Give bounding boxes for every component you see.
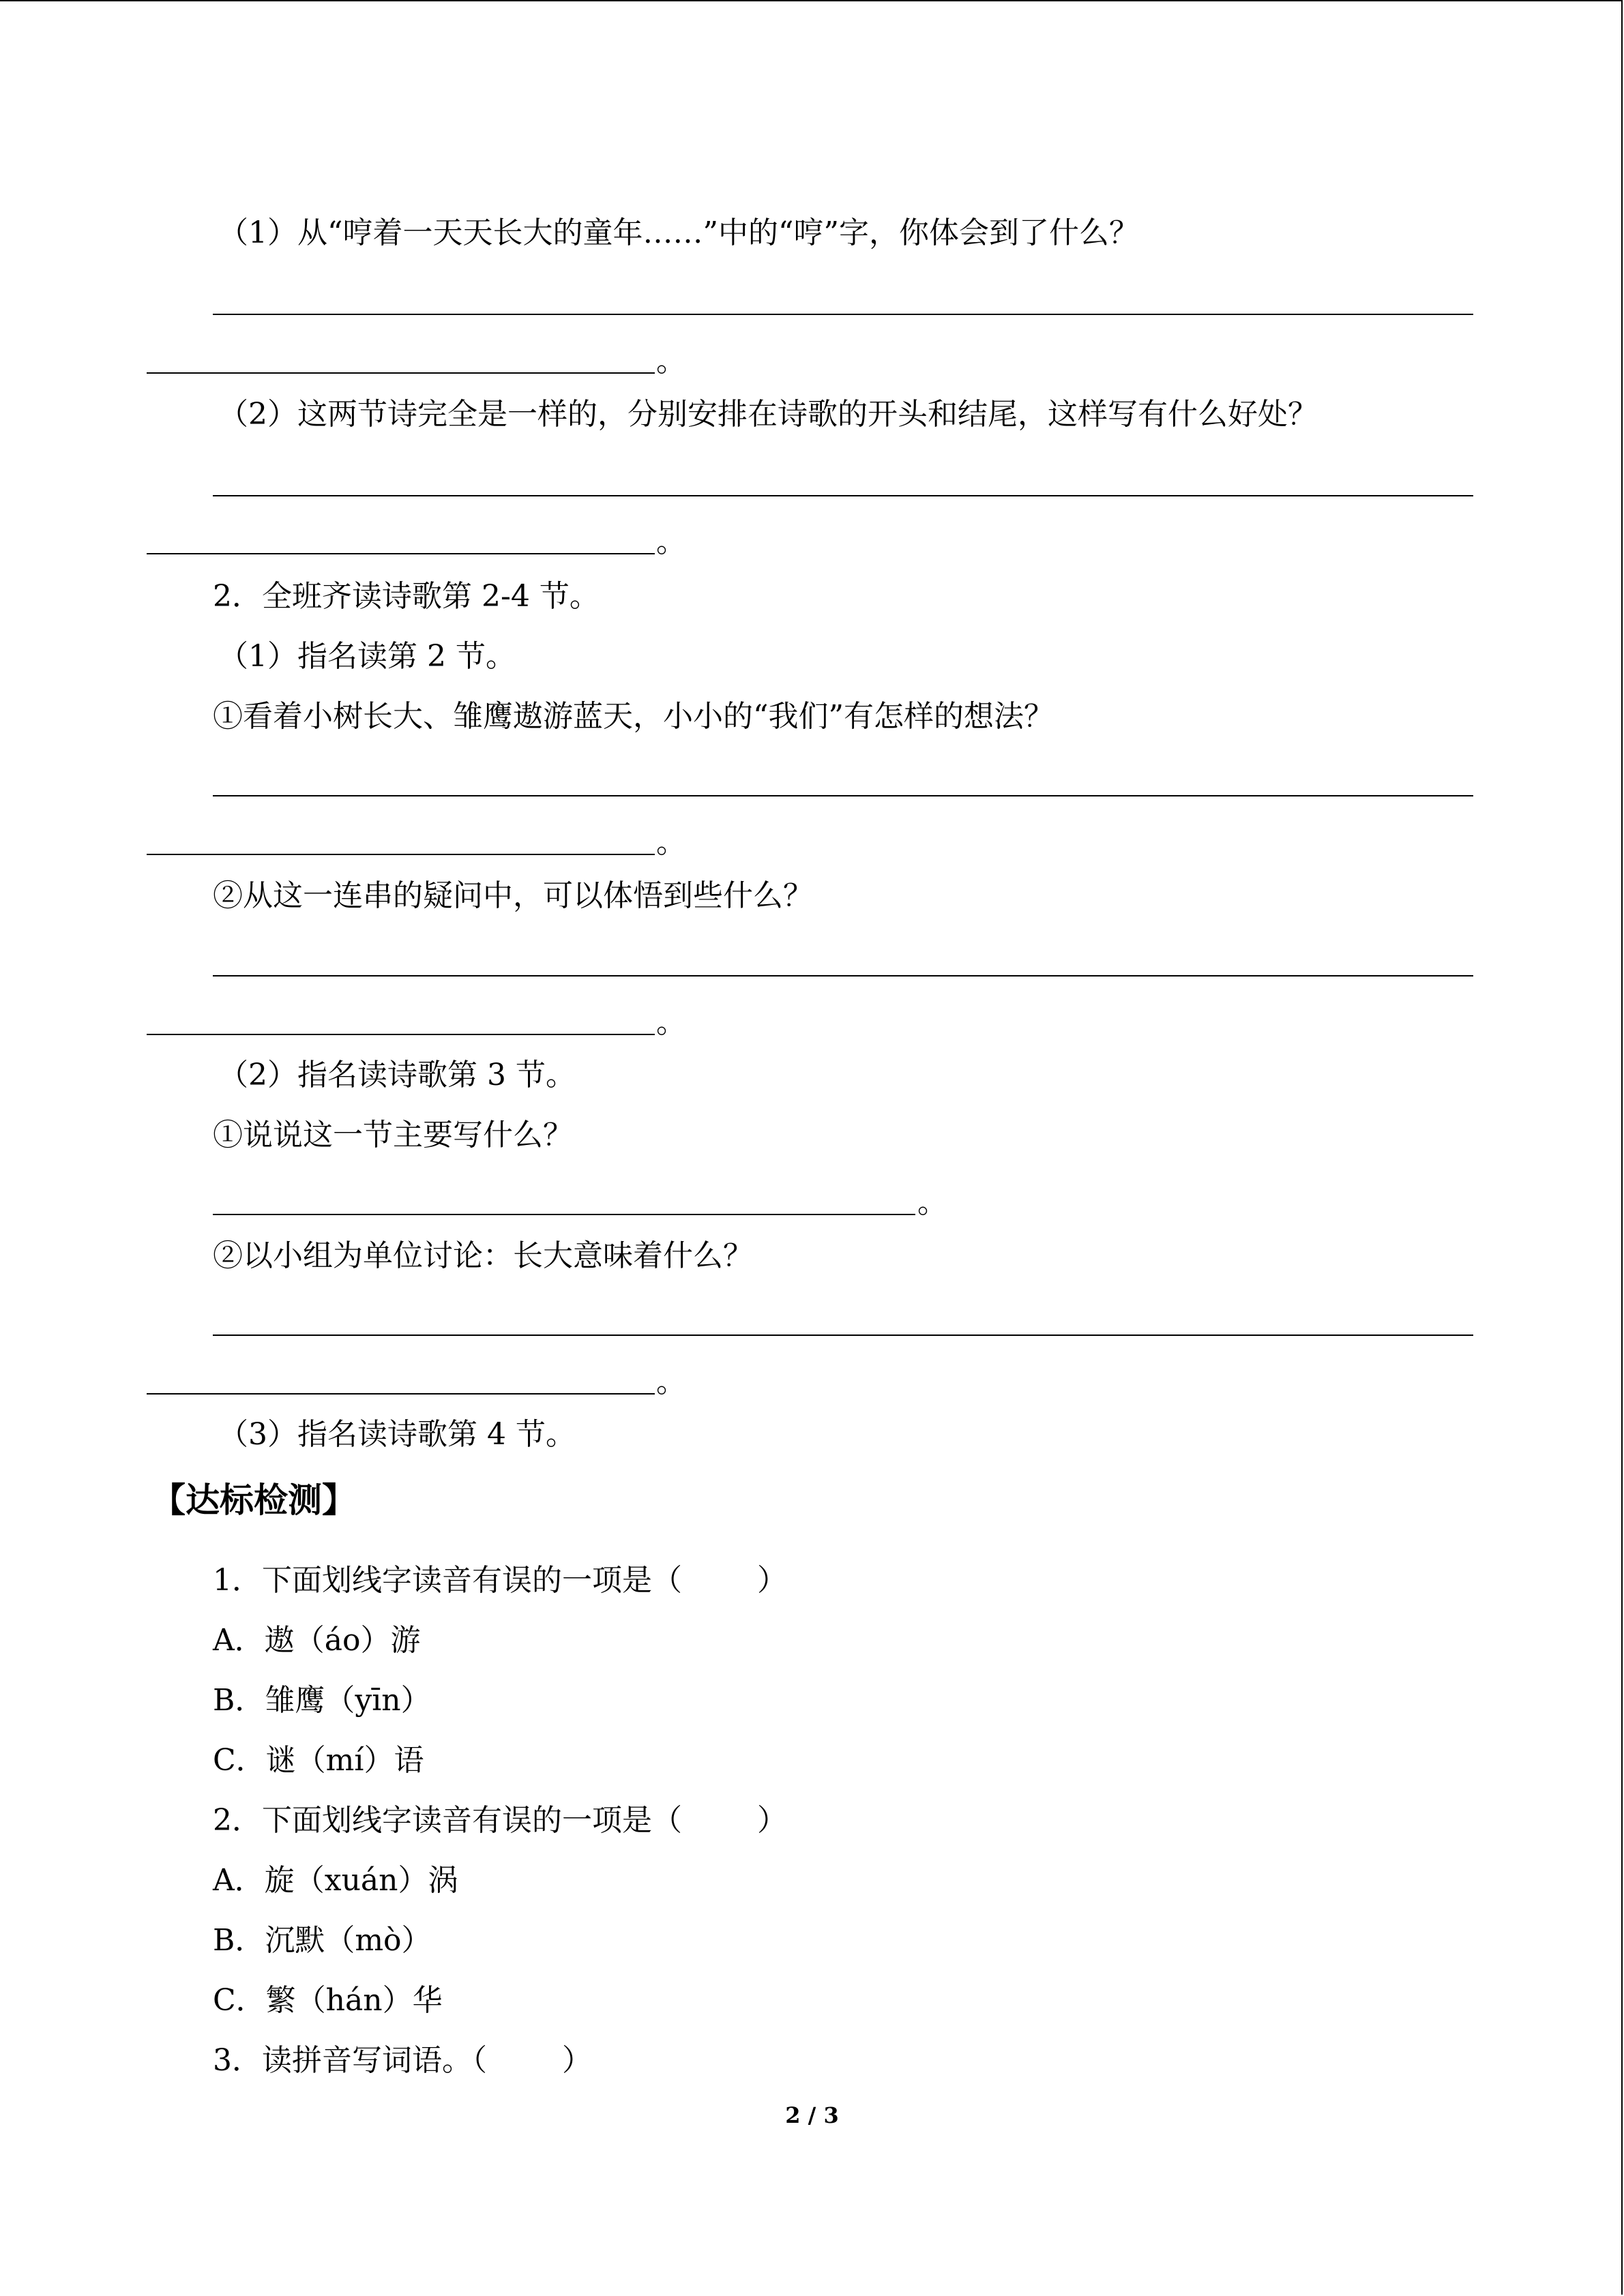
question-2-3: （3）指名读诗歌第 4 节。 [218, 1417, 576, 1452]
test-question-2 [213, 1800, 787, 1841]
test-question-1 [213, 1560, 787, 1601]
question-1-2: （2）这两节诗完全是一样的，分别安排在诗歌的开头和结尾，这样写有什么好处？ [218, 397, 1318, 432]
test-question-3 [213, 2040, 592, 2081]
question-2-1a: ①看着小树长大、雏鹰遨游蓝天，小小的“我们”有怎样的想法？ [213, 699, 1054, 734]
question-2-1b: ②从这一连串的疑问中，可以体悟到些什么？ [213, 878, 813, 913]
period: 。 [656, 1365, 686, 1399]
test-question-2-text: 2．下面划线字读音有误的一项是（ [213, 1803, 682, 1838]
option-c: C．繁（hán）华 [213, 1983, 443, 2018]
close-paren: ） [562, 2043, 592, 2078]
period: 。 [917, 1185, 947, 1220]
answer-line[interactable] [213, 1214, 915, 1215]
answer-line[interactable] [213, 795, 1473, 796]
option-a: A．遨（áo）游 [213, 1623, 421, 1658]
period: 。 [656, 344, 686, 378]
answer-line[interactable] [147, 1393, 655, 1395]
question-2-2b: ②以小组为单位讨论：长大意味着什么？ [213, 1238, 753, 1273]
test-question-1-text: 1．下面划线字读音有误的一项是（ [213, 1563, 682, 1598]
option-a: A．旋（xuán）涡 [213, 1863, 458, 1898]
answer-line[interactable] [213, 495, 1473, 496]
period: 。 [656, 524, 686, 559]
answer-line[interactable] [213, 314, 1473, 315]
answer-line[interactable] [213, 1335, 1473, 1336]
question-2-2: （2）指名读诗歌第 3 节。 [218, 1058, 576, 1092]
option-c: C．谜（mí）语 [213, 1743, 424, 1778]
close-paren: ） [757, 1803, 787, 1838]
page-number: 2 / 3 [785, 2102, 839, 2128]
option-b: B．沉默（mò） [213, 1923, 432, 1958]
answer-line[interactable] [213, 975, 1473, 976]
period: 。 [656, 825, 686, 860]
test-question-3-text: 3．读拼音写词语。（ [213, 2043, 487, 2078]
close-paren: ） [757, 1563, 787, 1598]
answer-line[interactable] [147, 854, 655, 855]
period: 。 [656, 1005, 686, 1040]
question-2-2a: ①说说这一节主要写什么？ [213, 1118, 573, 1152]
answer-line[interactable] [147, 1034, 655, 1035]
answer-line[interactable] [147, 553, 655, 554]
question-1-1: （1）从“哼着一天天长大的童年……”中的“哼”字，你体会到了什么？ [218, 215, 1139, 250]
answer-line[interactable] [147, 372, 655, 374]
option-b: B．雏鹰（yīn） [213, 1683, 431, 1718]
question-2-1: （1）指名读第 2 节。 [218, 639, 516, 674]
question-2: 2．全班齐读诗歌第 2-4 节。 [213, 579, 600, 614]
section-title: 【达标检测】 [151, 1480, 356, 1520]
